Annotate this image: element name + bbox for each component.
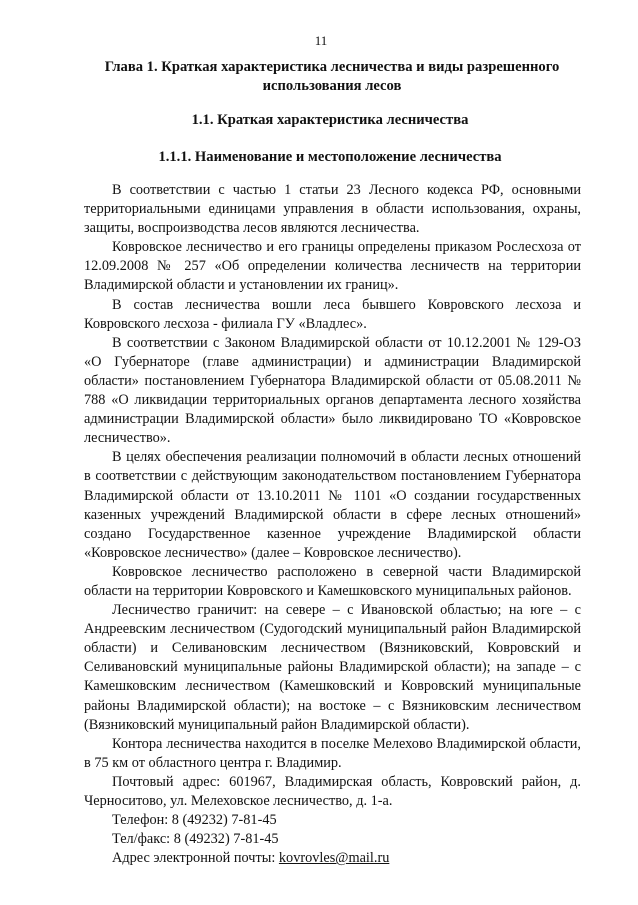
paragraph-boundaries-order: Ковровское лесничество и его границы определены приказом Рослесхоза от 12.09.2008 № 257 «Об определении количества лесничеств на территории Владимирской области и установлении их границ». [84, 239, 581, 294]
paragraph-liquidation: В соответствии с Законом Владимирской области от 10.12.2001 № 129-ОЗ «О Губернаторе (главе администрации) и администрации Владимирской области» постановлением Губернатора Владимирской области от 05.08.2011 № 788 «О ликвидации территориальных органов департамента лесного хозяйства администрации Владимирской области» было ликвидировано ТО «Ковровское лесничество». [84, 334, 581, 447]
chapter-title: Глава 1. Краткая характеристика лесничества и виды разрешенного использования лесов [104, 59, 560, 94]
fax-line: Тел/факс: 8 (49232) 7-81-45 [112, 831, 279, 848]
subsection-title: 1.1.1. Наименование и местоположение лесничества [158, 149, 502, 165]
page-number: 11 [314, 33, 328, 48]
phone-line: Телефон: 8 (49232) 7-81-45 [112, 812, 277, 829]
paragraph-office: Контора лесничества находится в поселке Мелехово Владимирской области, в 75 км от областного центра г. Владимир. [84, 735, 581, 771]
paragraph-postal-address: Почтовый адрес: 601967, Владимирская область, Ковровский район, д. Черноситово, ул. Мелеховское лесничество, д. 1-а. [84, 773, 581, 809]
email-link[interactable]: kovrovles@mail.ru [278, 850, 390, 867]
section-title: 1.1. Краткая характеристика лесничества [191, 112, 469, 128]
document-body [84, 181, 581, 868]
paragraph-neighbors: Лесничество граничит: на севере – с Ивановской областью; на юге – с Андреевским лесничеством (Судогодский муниципальный район Владимирской области) и Селивановским лесничеством (Вязниковский, Ковровский и Селивановский муниципальные районы Владимирской области); на западе – с Камешковским лесничеством (Камешковский и Ковровский муниципальные районы Владимирской области); на востоке – с Вязниковским лесничеством (Вязниковский муниципальный район Владимирской области). [84, 602, 581, 733]
paragraph-composition: В состав лесничества вошли леса бывшего Ковровского лесхоза и Ковровского лесхоза - филиала ГУ «Владлес». [84, 296, 581, 332]
paragraph-location: Ковровское лесничество расположено в северной части Владимирской области на территории Ковровского и Камешковского муниципальных районов. [84, 563, 581, 599]
email-line [84, 849, 581, 868]
paragraph-establishment: В целях обеспечения реализации полномочий в области лесных отношений в соответствии с действующим законодательством постановлением Губернатора Владимирской области от 13.10.2011 № 1101 «О создании государственных казенных учреждений Владимирской области в сфере лесных отношений» создано Государственное казенное учреждение Владимирской области «Ковровское лесничество» (далее – Ковровское лесничество). [84, 449, 581, 561]
paragraph-legal-basis: В соответствии с частью 1 статьи 23 Лесного кодекса РФ, основными территориальными единицами управления в области использования, охраны, защиты, воспроизводства лесов являются лесничества. [84, 182, 581, 237]
email-label: Адрес электронной почты: [112, 850, 279, 867]
